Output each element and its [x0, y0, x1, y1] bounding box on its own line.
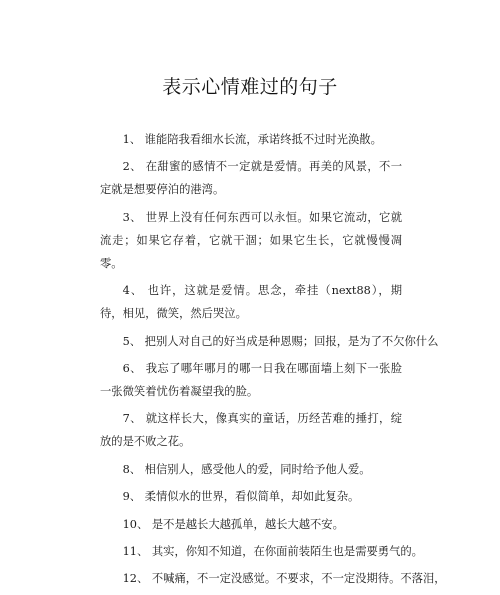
paragraph-1: 1、 谁能陪我看细水长流，承诺终抵不过时光涣散。: [122, 133, 382, 146]
paragraph-12: 12、 不喊痛，不一定没感觉。不要求，不一定没期待。不落泪，: [122, 572, 446, 586]
paragraph-3: 3、 世界上没有任何东西可以永恒。如果它流动，它就流走；如果它存着，它就干涸；如果它生长，它就慢慢凋零。: [100, 210, 402, 270]
paragraph-10: 10、 是不是越长大越孤单，越长大越不安。: [122, 517, 344, 531]
document-body: [100, 128, 446, 595]
document-title: 表示心情难过的句子: [162, 76, 338, 98]
paragraph-2: 2、 在甜蜜的感情不一定就是爱情。再美的风景，不一定就是想要停泊的港湾。: [100, 160, 402, 197]
paragraph-4: 4、 也许，这就是爱情。思念，牵挂（next88），期待，相见，微笑，然后哭泣。: [100, 284, 402, 321]
paragraph-11: 11、 其实，你知不知道，在你面前装陌生也是需要勇气的。: [122, 544, 423, 558]
paragraph-7: 7、 就这样长大，像真实的童话，历经苦难的捶打，绽放的是不败之花。: [100, 412, 402, 449]
paragraph-9: 9、 柔情似水的世界，看似简单，却如此复杂。: [122, 490, 360, 504]
paragraph-5: 5、 把别人对自己的好当成是种恩赐；回报，是为了不欠你什么: [122, 334, 439, 348]
paragraph-6: 6、 我忘了哪年哪月的哪一日我在哪面墙上刻下一张脸一张微笑着忧伤着凝望我的脸。: [100, 361, 402, 398]
paragraph-8: 8、 相信别人，感受他人的爱，同时给予他人爱。: [122, 462, 371, 476]
